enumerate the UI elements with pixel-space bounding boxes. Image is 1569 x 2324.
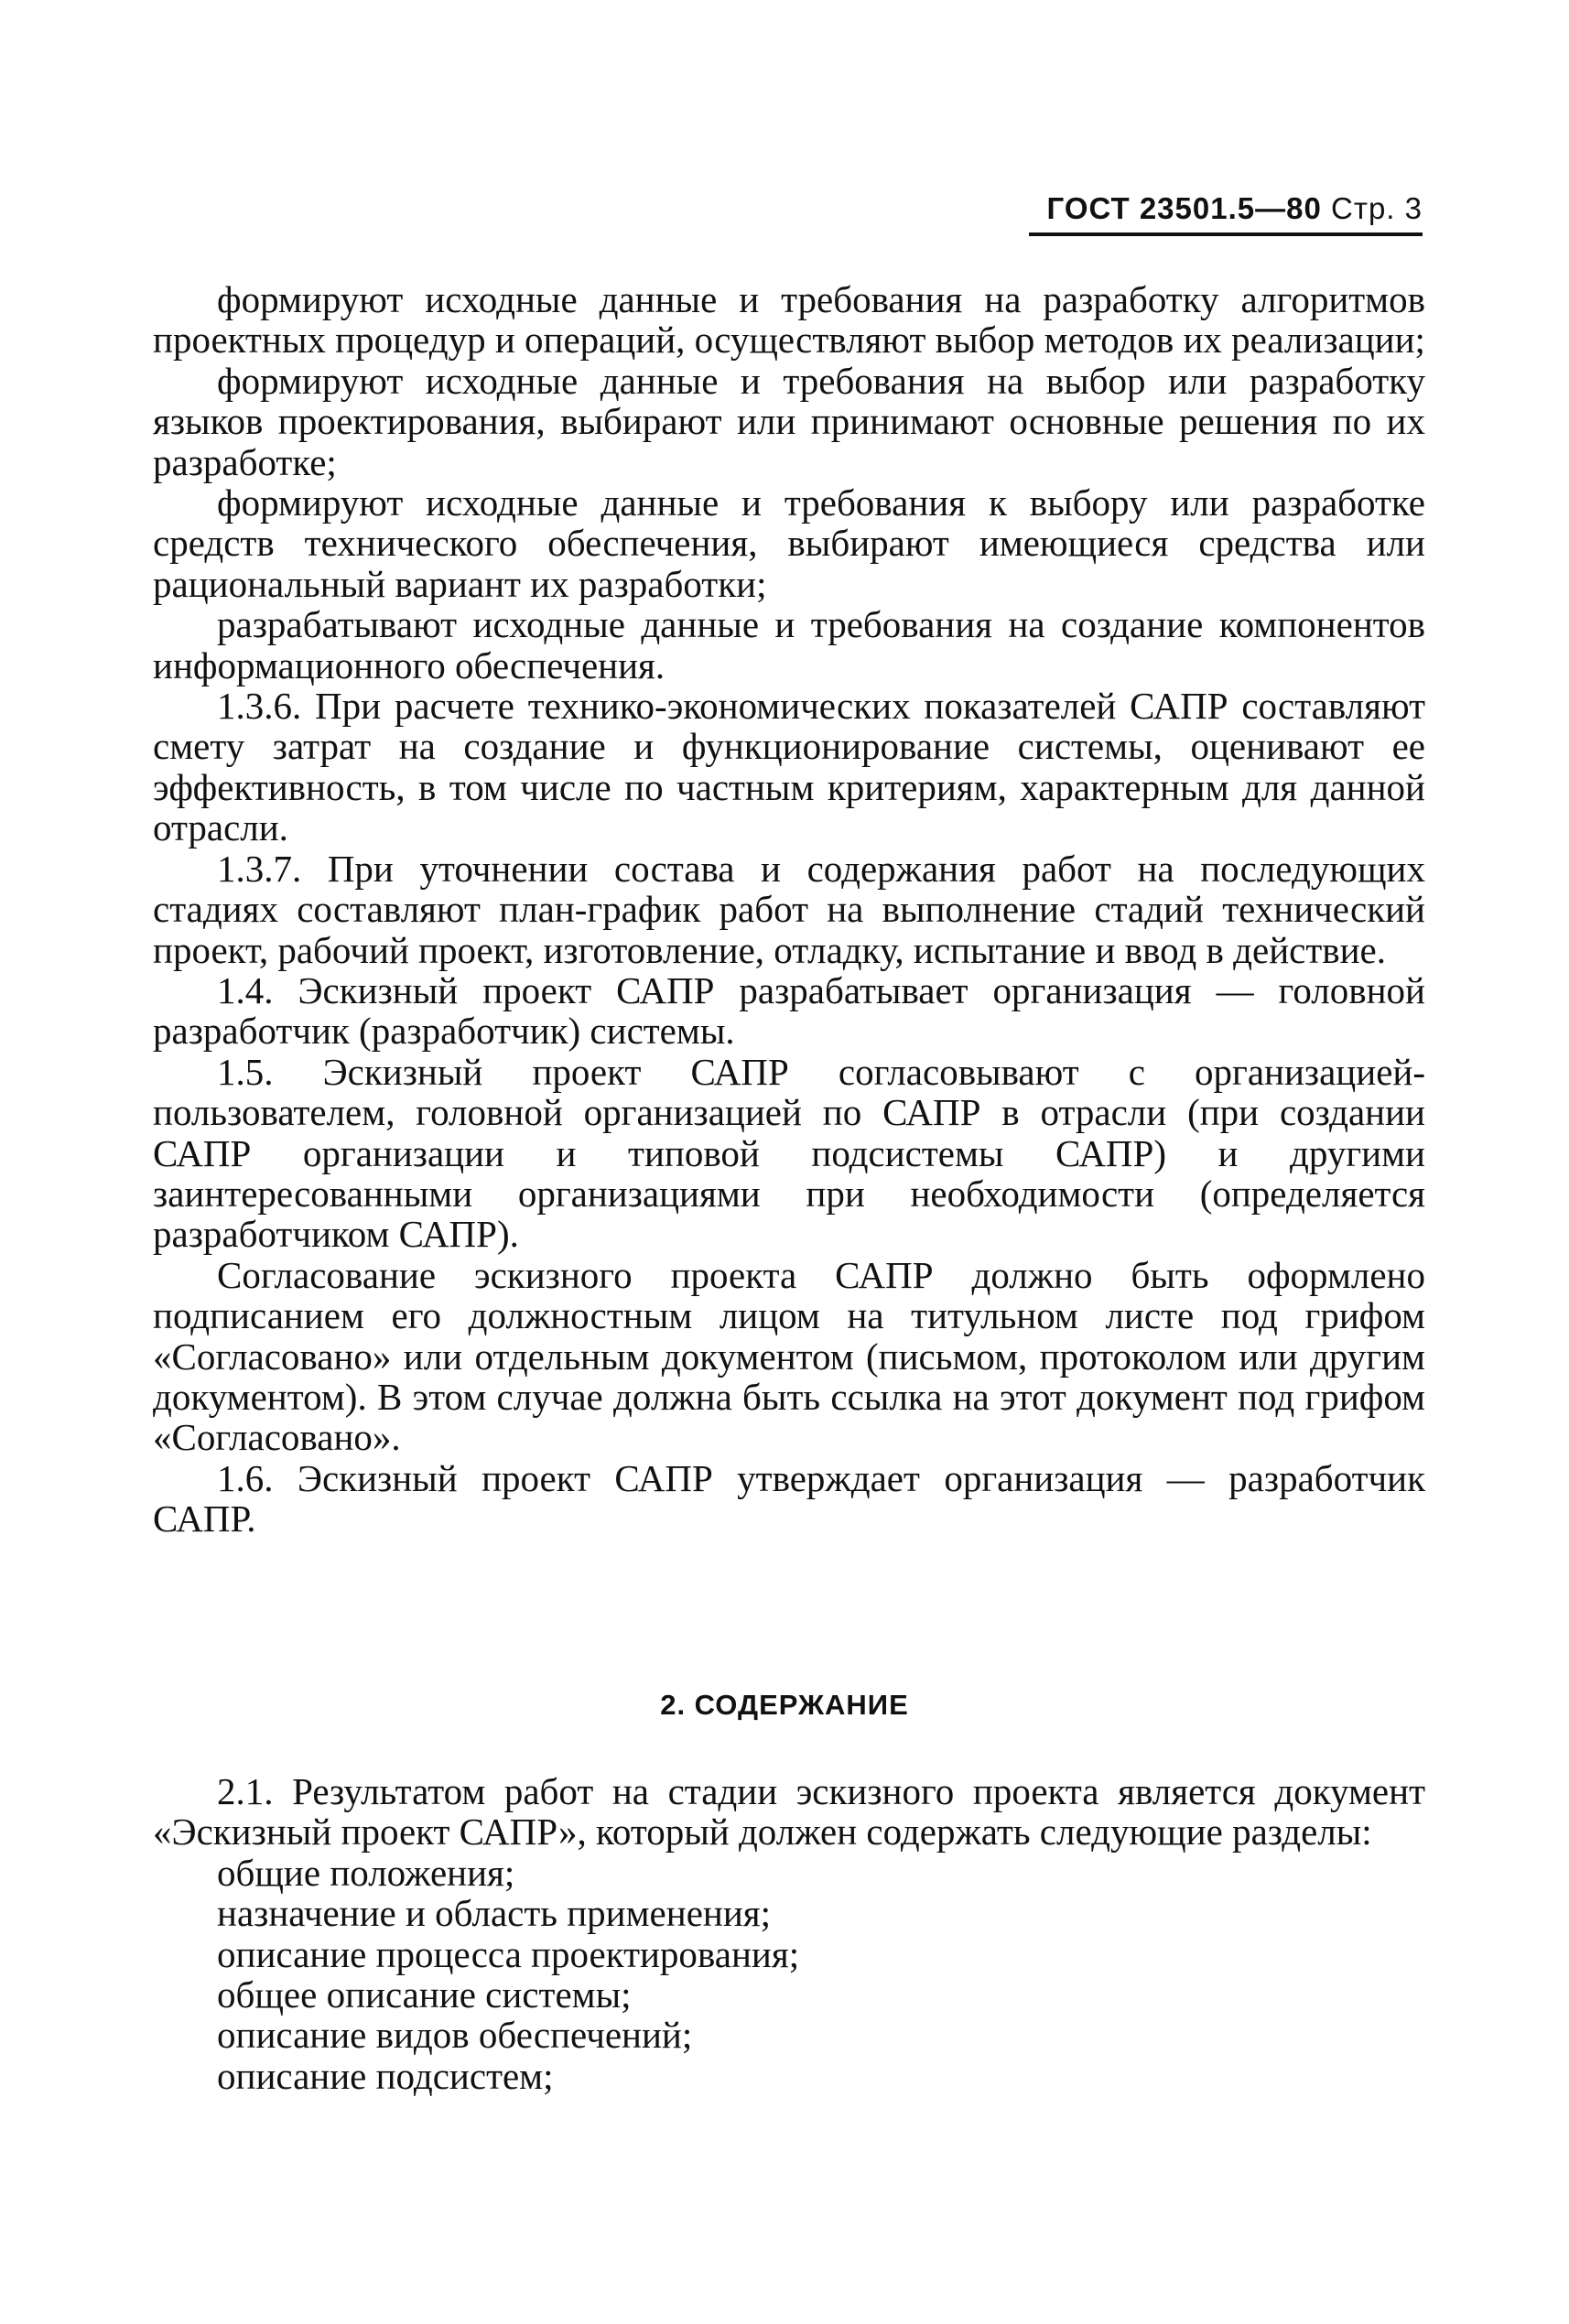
paragraph: 1.4. Эскизный проект САПР разрабатывает организация — головной разработчик (разработчик) системы. <box>153 968 1425 1053</box>
list-item: общие положения; <box>217 1851 515 1894</box>
paragraph: Согласование эскизного проекта САПР должно быть оформлено подписанием его должностным лицом на титульном листе под грифом «Согласовано» или отдельным документом (письмом, протоколом или другим документом). В этом случае должна быть ссылка на этот документ под грифом «Согласовано». <box>153 1253 1425 1459</box>
paragraph: формируют исходные данные и требования к выбору или разработке средств технического обеспечения, выбирают имеющиеся средства или рациональный вариант их разработки; <box>153 481 1425 605</box>
paragraph: 1.5. Эскизный проект САПР согласовывают с организацией-пользователем, головной организацией по САПР в отрасли (при создании САПР организации и типовой подсистемы САПР) и другими заинтересованными организациями при необходимости (определяется разработчиком САПР). <box>153 1050 1425 1256</box>
paragraph: 1.6. Эскизный проект САПР утверждает организация — разработчик САПР. <box>153 1456 1425 1540</box>
list-item: описание подсистем; <box>217 2054 554 2097</box>
paragraph: формируют исходные данные и требования на разработку алгоритмов проектных процедур и операций, осуществляют выбор методов их реализации; <box>153 278 1425 362</box>
paragraph: 1.3.6. При расчете технико-экономических показателей САПР составляют смету затрат на создание и функционирование системы, оценивают ее эффективность, в том числе по частным критериям, характерным для данной отрасли. <box>153 685 1425 849</box>
section-title: 2. СОДЕРЖАНИЕ <box>660 1689 909 1721</box>
list-item: общее описание системы; <box>217 1973 632 2016</box>
list-item: описание видов обеспечений; <box>217 2014 693 2057</box>
paragraph: разрабатывают исходные данные и требования на создание компонентов информационного обеспечения. <box>153 603 1425 686</box>
section-body <box>153 1771 1425 2096</box>
header-rule <box>1029 232 1423 236</box>
list-item: описание процесса проектирования; <box>217 1932 800 1975</box>
header-line <box>1029 190 1423 227</box>
document-id: ГОСТ 23501.5—80 <box>1046 191 1322 225</box>
section-intro: 2.1. Результатом работ на стадии эскизного проекта является документ «Эскизный проект САПР», который должен содержать следующие разделы: <box>153 1770 1425 1854</box>
section-list <box>153 1853 1425 2096</box>
paragraph: 1.3.7. При уточнении состава и содержания работ на последующих стадиях составляют план-график работ на выполнение стадий технический проект, рабочий проект, изготовление, отладку, испытание и ввод в действие. <box>153 847 1425 971</box>
page-header <box>1029 190 1423 236</box>
page-number: Стр. 3 <box>1331 191 1423 225</box>
list-item: назначение и область применения; <box>217 1892 772 1935</box>
body-text <box>153 279 1425 1540</box>
paragraph: формируют исходные данные и требования на выбор или разработку языков проектирования, выбирают или принимают основные решения по их разработке; <box>153 359 1425 483</box>
